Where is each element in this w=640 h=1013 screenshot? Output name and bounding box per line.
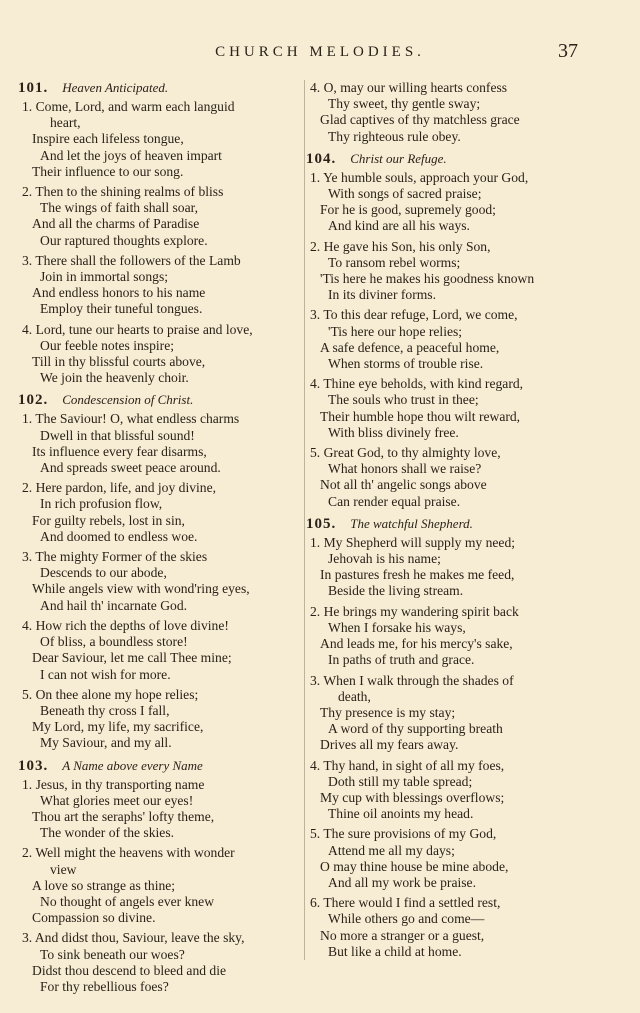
verse-line: Their influence to our song. <box>32 163 184 179</box>
verse-line: The souls who trust in thee; <box>328 392 479 408</box>
verse <box>306 826 590 891</box>
verse-line: For thy rebellious foes? <box>40 978 169 994</box>
verse-line: 3. There shall the followers of the Lamb <box>22 252 241 268</box>
verse-line: My cup with blessings overflows; <box>320 789 505 805</box>
verse-line: The wings of faith shall soar, <box>40 200 199 216</box>
hymn-title: The watchful Shepherd. <box>350 515 473 531</box>
verse <box>306 80 590 145</box>
verse-line: 3. When I walk through the shades of <box>310 672 514 688</box>
verse-line: Descends to our abode, <box>40 565 167 581</box>
verse-line: Dwell in that blissful sound! <box>40 427 195 443</box>
verse-line: But like a child at home. <box>328 943 462 959</box>
verse-line: Doth still my table spread; <box>328 773 473 789</box>
verse <box>18 480 302 545</box>
hymn-heading <box>18 80 302 98</box>
hymn-heading <box>18 758 302 776</box>
verse-line: 4. How rich the depths of love divine! <box>22 617 229 633</box>
verse-line: Drives all my fears away. <box>320 737 459 753</box>
verse-line: Jehovah is his name; <box>328 551 441 567</box>
verse-line: For guilty rebels, lost in sin, <box>32 512 185 528</box>
verse-line: Compassion so divine. <box>32 910 156 926</box>
verse-line: A love so strange as thine; <box>32 877 176 893</box>
verse-line: Can render equal praise. <box>328 493 461 509</box>
verse-line: 1. Ye humble souls, approach your God, <box>310 169 529 185</box>
page-header <box>0 40 640 70</box>
hymn-heading <box>306 516 590 534</box>
verse-line: Inspire each lifeless tongue, <box>32 131 184 147</box>
verse-line: And endless honors to his name <box>32 285 206 301</box>
verse-line: While others go and come— <box>328 911 485 927</box>
hymn <box>306 516 590 960</box>
verse-line: Our raptured thoughts explore. <box>40 232 208 248</box>
verse-line: 1. Come, Lord, and warm each languid <box>22 99 235 114</box>
verse-line: Its influence every fear disarms, <box>32 443 207 459</box>
verse <box>306 895 590 960</box>
column-divider <box>304 80 305 960</box>
verse-line: 2. Well might the heavens with wonder <box>22 845 235 861</box>
verse-line: In paths of truth and grace. <box>328 652 475 668</box>
verse-line: With bliss divinely free. <box>328 424 459 440</box>
verse <box>18 99 302 180</box>
verse-line: Glad captives of thy matchless grace <box>320 112 520 128</box>
hymn-title: Christ our Refuge. <box>350 150 447 166</box>
verse-line: And let the joys of heaven impart <box>40 147 222 163</box>
verse-line: Thy righteous rule obey. <box>328 128 461 144</box>
verse-line: And all my work be praise. <box>328 874 476 890</box>
verse <box>306 535 590 600</box>
verse-line: Of bliss, a boundless store! <box>40 634 188 650</box>
verse-line: In its diviner forms. <box>328 287 436 303</box>
verse-line: 4. O, may our willing hearts confess <box>310 80 508 95</box>
verse-line: A safe defence, a peaceful home, <box>320 339 500 355</box>
verse <box>306 239 590 304</box>
verse-line: What honors shall we raise? <box>328 461 482 477</box>
verse-line: heart, <box>50 115 81 131</box>
hymn <box>18 392 302 751</box>
verse-line: Employ their tuneful tongues. <box>40 301 203 317</box>
verse <box>18 777 302 842</box>
verse-line: And leads me, for his mercy's sake, <box>320 636 513 652</box>
verse-line: 2. Then to the shining realms of bliss <box>22 184 224 200</box>
verse-line: And spreads sweet peace around. <box>40 460 221 476</box>
verse <box>18 930 302 995</box>
verse-line: My Saviour, and my all. <box>40 735 172 751</box>
verse <box>306 758 590 823</box>
verse <box>306 307 590 372</box>
verse-line: 1. My Shepherd will supply my need; <box>310 534 516 550</box>
verse-line: In rich profusion flow, <box>40 496 163 512</box>
hymn-number: 105. <box>306 515 337 532</box>
verse-line: 3. To this dear refuge, Lord, we come, <box>310 307 518 323</box>
verse-line: We join the heavenly choir. <box>40 370 189 386</box>
verse <box>306 170 590 235</box>
verse-line: 3. And didst thou, Saviour, leave the sky, <box>22 930 245 946</box>
hymn-title: A Name above every Name <box>62 757 203 773</box>
verse <box>18 322 302 387</box>
verse <box>18 184 302 249</box>
verse-line: 4. Lord, tune our hearts to praise and love, <box>22 321 253 337</box>
hymn-number: 102. <box>18 392 49 409</box>
verse-line: Thine oil anoints my head. <box>328 806 474 822</box>
verse <box>306 376 590 441</box>
verse-line: Attend me all my days; <box>328 842 455 858</box>
running-title: CHURCH MELODIES. <box>215 44 425 60</box>
right-column <box>306 80 590 966</box>
verse-line: O may thine house be mine abode, <box>320 858 509 874</box>
hymn-title: Condescension of Christ. <box>62 392 194 408</box>
verse-line: 2. He brings my wandering spirit back <box>310 603 519 619</box>
verse-line: To sink beneath our woes? <box>40 946 185 962</box>
verse-line: 1. Jesus, in thy transporting name <box>22 776 205 792</box>
verse-line: Our feeble notes inspire; <box>40 337 175 353</box>
verse-line: When I forsake his ways, <box>328 619 466 635</box>
hymn-heading <box>18 392 302 410</box>
hymn-number: 101. <box>18 80 49 96</box>
verse-line: And all the charms of Paradise <box>32 216 200 232</box>
verse-line: When storms of trouble rise. <box>328 356 484 372</box>
verse-line: 5. On thee alone my hope relies; <box>22 686 199 702</box>
verse-line: I can not wish for more. <box>40 666 171 682</box>
hymn-number: 103. <box>18 757 49 774</box>
verse-line: 1. The Saviour! O, what endless charms <box>22 411 240 427</box>
verse <box>18 845 302 926</box>
verse-line: Thou art the seraphs' lofty theme, <box>32 808 215 824</box>
verse-line: While angels view with wond'ring eyes, <box>32 581 250 597</box>
verse-line: With songs of sacred praise; <box>328 186 482 202</box>
verse-line: No thought of angels ever knew <box>40 893 215 909</box>
verse-line: In pastures fresh he makes me feed, <box>320 567 515 583</box>
verse-line: My Lord, my life, my sacrifice, <box>32 719 204 735</box>
verse-line: No more a stranger or a guest, <box>320 927 485 943</box>
verse <box>306 604 590 669</box>
verse-line: Thy presence is my stay; <box>320 704 456 720</box>
verse-line: Not all th' angelic songs above <box>320 477 487 493</box>
verse-line: A word of thy supporting breath <box>328 721 503 737</box>
verse-line: Beside the living stream. <box>328 583 464 599</box>
verse <box>18 253 302 318</box>
verse-line: Join in immortal songs; <box>40 269 169 285</box>
verse <box>18 618 302 683</box>
verse-line: 2. Here pardon, life, and joy divine, <box>22 480 217 496</box>
verse-line: To ransom rebel worms; <box>328 254 461 270</box>
verse-line: 6. There would I find a settled rest, <box>310 895 501 911</box>
verse <box>18 411 302 476</box>
verse-line: For he is good, supremely good; <box>320 202 496 218</box>
left-column <box>18 80 302 1001</box>
hymn-heading <box>306 151 590 169</box>
verse-line: And hail th' incarnate God. <box>40 597 188 613</box>
verse-line: And kind are all his ways. <box>328 218 470 234</box>
verse-line: Thy sweet, thy gentle sway; <box>328 96 481 112</box>
verse-line: And doomed to endless woe. <box>40 528 198 544</box>
verse-line: The wonder of the skies. <box>40 825 175 841</box>
hymn <box>306 151 590 510</box>
verse <box>306 673 590 754</box>
hymn <box>18 80 302 386</box>
verse <box>18 687 302 752</box>
verse-line: 5. The sure provisions of my God, <box>310 826 497 842</box>
hymn <box>18 758 302 996</box>
verse-line: Beneath thy cross I fall, <box>40 702 170 718</box>
hymn <box>306 80 590 145</box>
verse-line: Till in thy blissful courts above, <box>32 354 206 370</box>
verse-line: Didst thou descend to bleed and die <box>32 962 227 978</box>
verse-line: 4. Thy hand, in sight of all my foes, <box>310 757 505 773</box>
verse-line: 2. He gave his Son, his only Son, <box>310 238 491 254</box>
verse <box>18 549 302 614</box>
hymn-title: Heaven Anticipated. <box>62 80 169 95</box>
verse-line: Their humble hope thou wilt reward, <box>320 408 521 424</box>
verse-line: 5. Great God, to thy almighty love, <box>310 445 501 461</box>
verse-line: What glories meet our eyes! <box>40 792 194 808</box>
verse-line: Dear Saviour, let me call Thee mine; <box>32 650 232 666</box>
verse-line: 'Tis here he makes his goodness known <box>320 271 535 287</box>
verse-line: 3. The mighty Former of the skies <box>22 549 208 565</box>
verse <box>306 445 590 510</box>
page-number: 37 <box>558 40 578 62</box>
hymn-number: 104. <box>306 150 337 167</box>
verse-line: view <box>50 861 77 877</box>
verse-line: 4. Thine eye beholds, with kind regard, <box>310 376 524 392</box>
verse-line: 'Tis here our hope relies; <box>328 323 463 339</box>
verse-line: death, <box>338 688 371 704</box>
